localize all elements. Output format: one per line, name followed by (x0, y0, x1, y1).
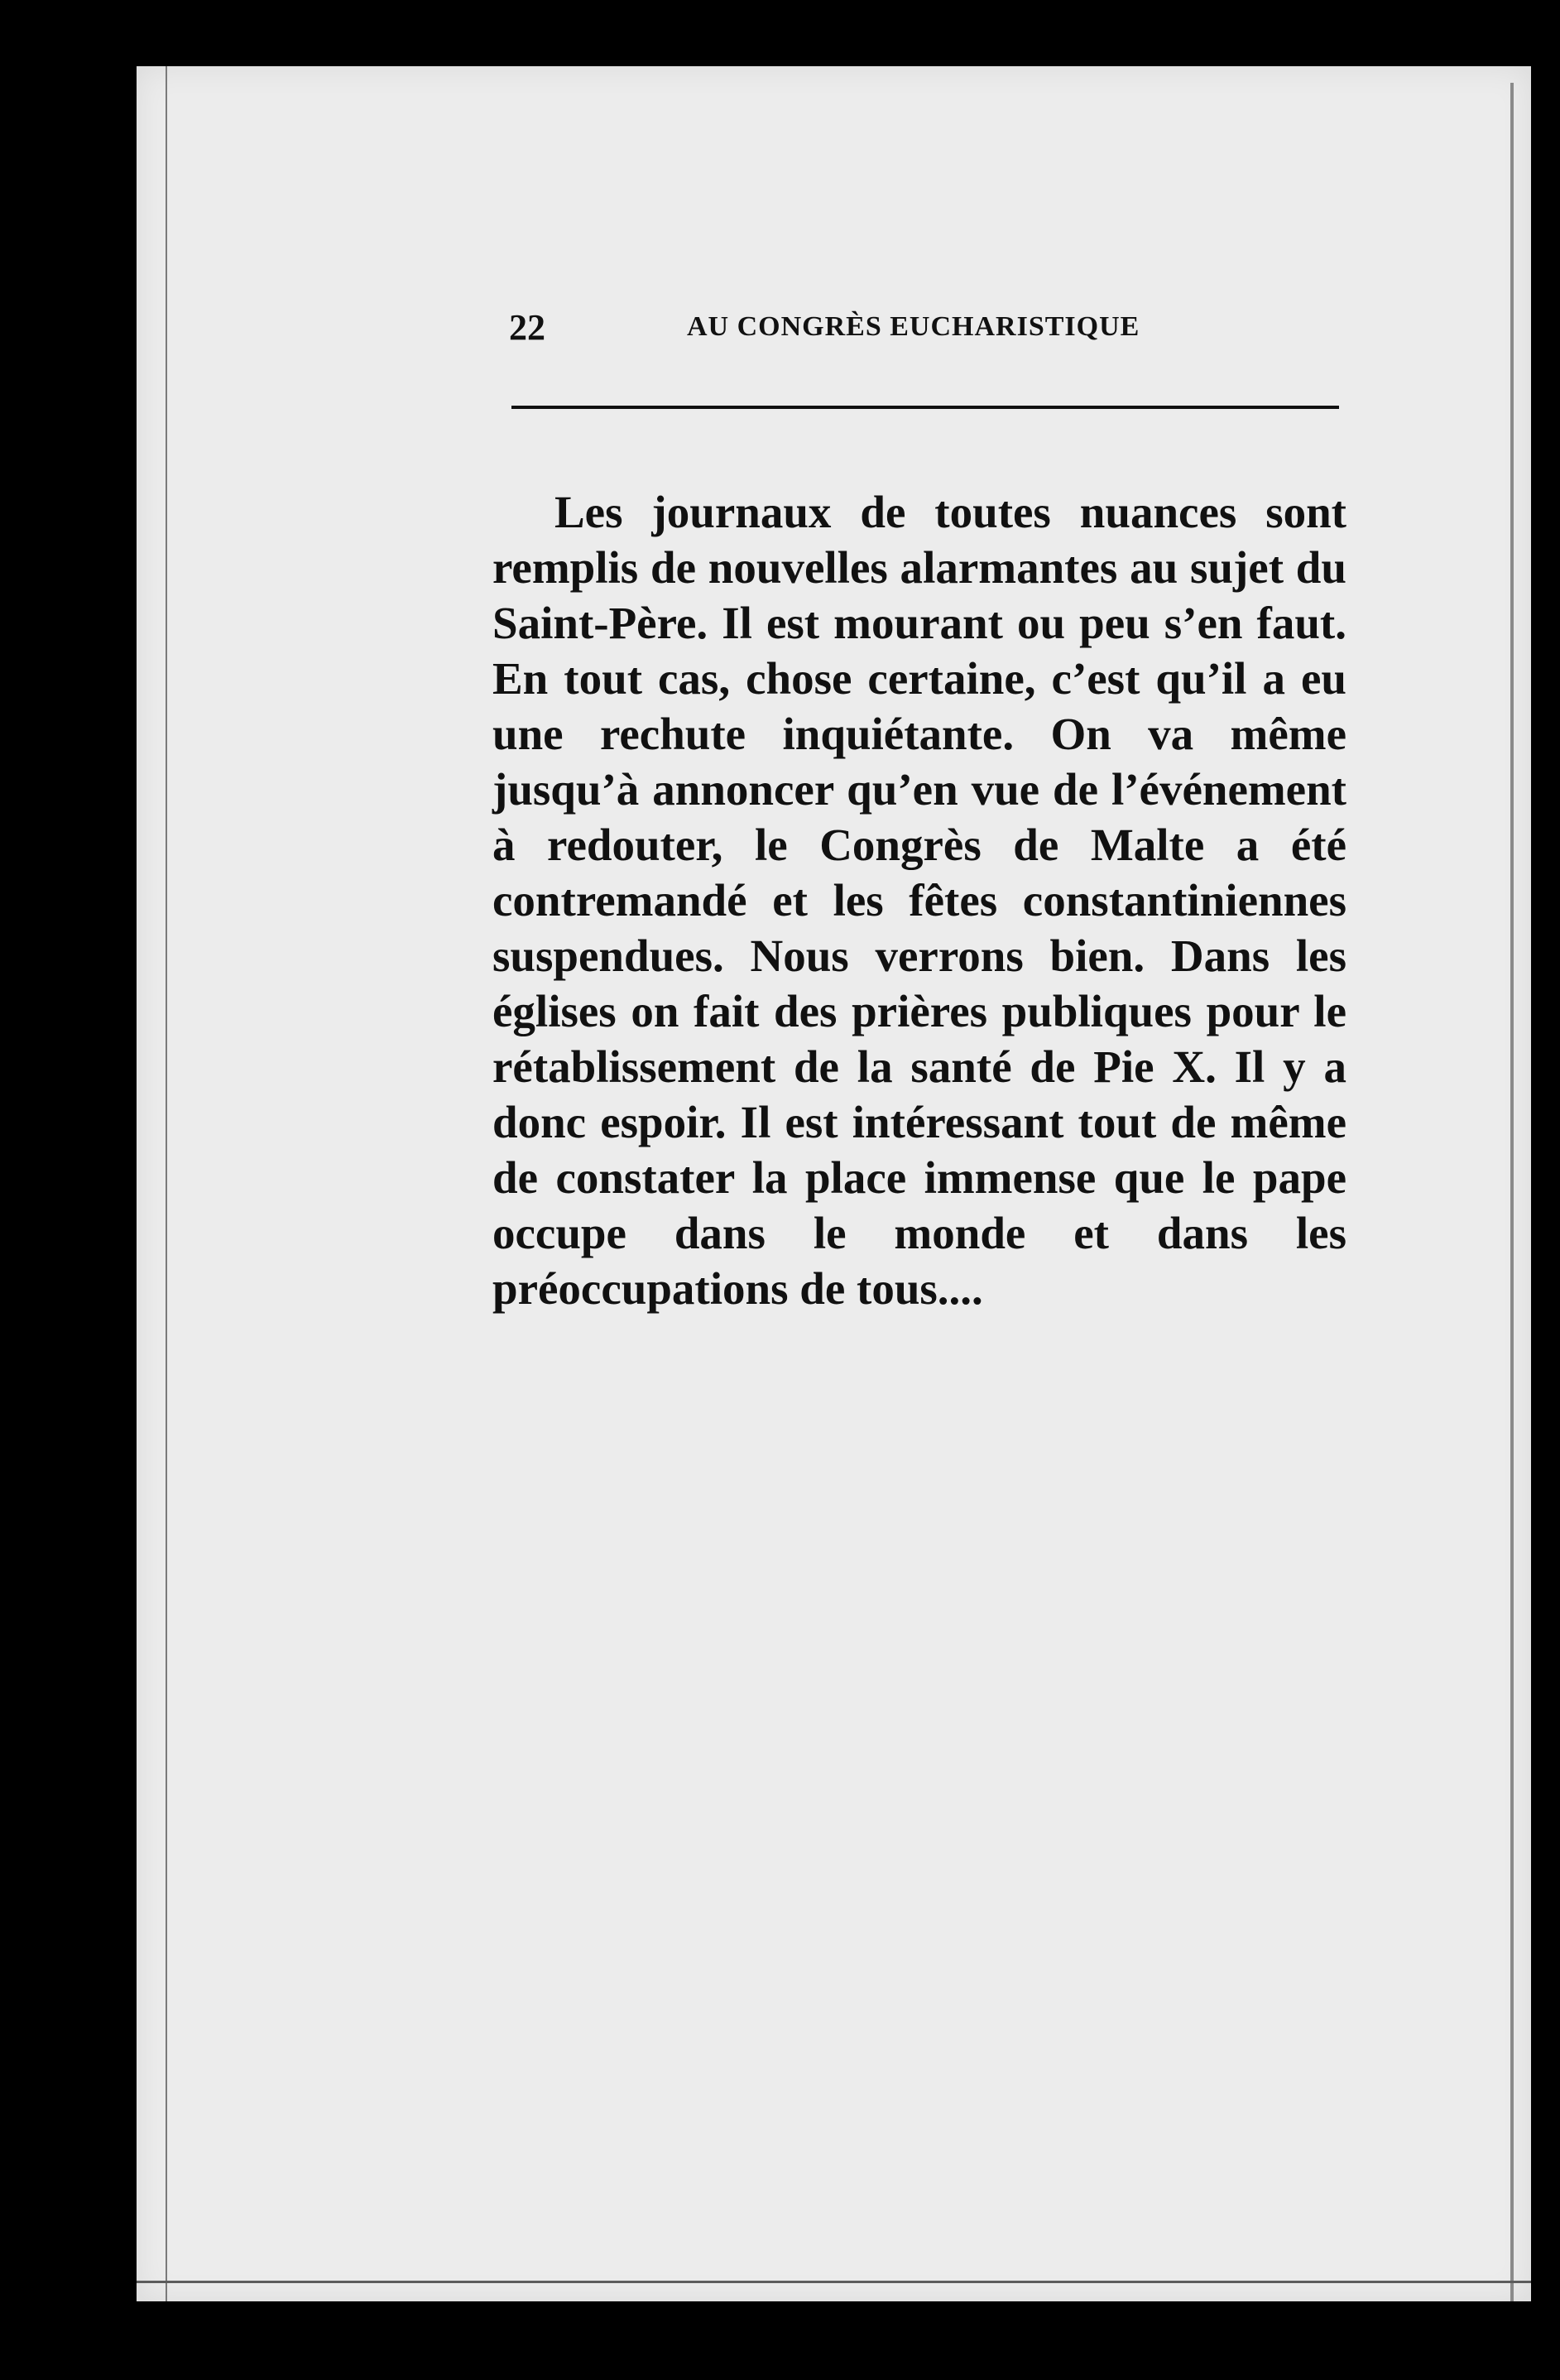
page-edge-bottom (137, 2281, 1531, 2283)
running-head (509, 306, 1337, 356)
body-paragraph: Les journaux de toutes nuances sont remplis de nouvelles alarmantes au sujet du Saint-Père. Il est mourant ou peu s’en faut. En tout cas, chose certaine, c’est qu’il a eu une rechute inquiétante. On va même jusqu’à annoncer qu’en vue de l’événement à redouter, le Congrès de Malte a été contremandé et les fêtes constantiniennes suspendues. Nous verrons bien. Dans les églises on fait des prières publiques pour le rétablissement de la santé de Pie X. Il y a donc espoir. Il est intéressant tout de même de constater la place immense que le pape occupe dans le monde et dans les préoccupations de tous.... (492, 487, 1346, 1314)
running-head-title: AU CONGRÈS EUCHARISTIQUE (687, 311, 1140, 342)
page-edge-right (1510, 83, 1514, 2301)
page-number: 22 (509, 307, 545, 348)
header-rule (511, 406, 1339, 409)
page-edge-left (166, 66, 167, 2301)
